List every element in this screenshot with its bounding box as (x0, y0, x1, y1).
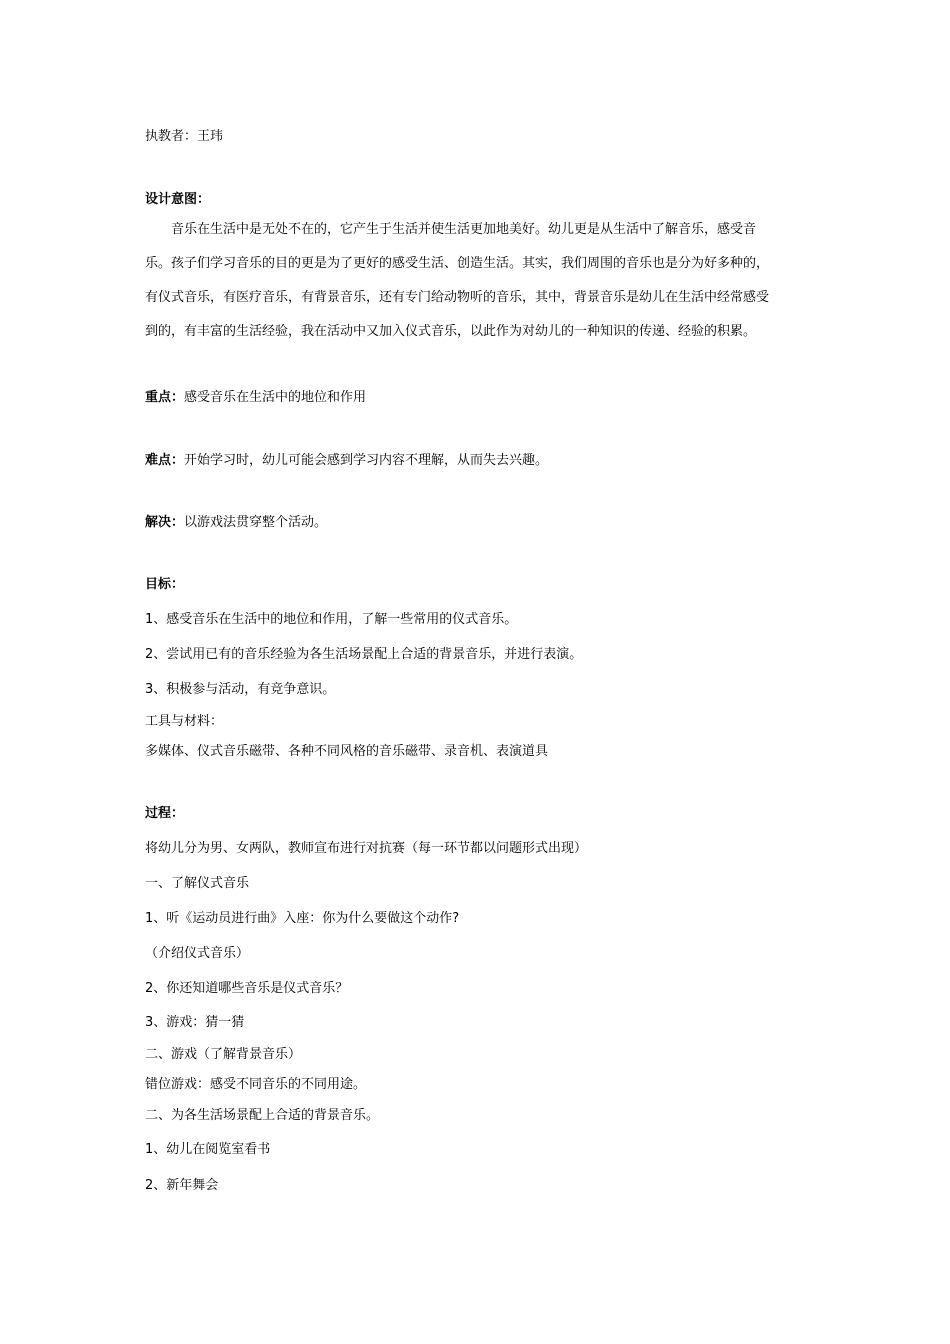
goal-item: 2、尝试用已有的音乐经验为各生活场景配上合适的背景音乐，并进行表演。 (145, 647, 583, 662)
key-point-line (145, 389, 366, 407)
design-heading: 设计意图： (145, 192, 211, 207)
process-line: 2、你还知道哪些音乐是仪式音乐？ (145, 981, 349, 996)
difficulty-label: 难点： (145, 453, 185, 468)
solution-label: 解决： (145, 515, 185, 530)
teacher-line (145, 128, 223, 146)
process-line: 1、听《运动员进行曲》入座：你为什么要做这个动作? (145, 911, 460, 926)
process-line: 一、了解仪式音乐 (145, 876, 250, 891)
materials-heading: 工具与材料： (145, 714, 224, 729)
design-paragraph (145, 213, 810, 349)
goals-heading: 目标： (145, 577, 185, 592)
goal-item: 1、感受音乐在生活中的地位和作用，了解一些常用的仪式音乐。 (145, 612, 518, 627)
process-line: （介绍仪式音乐） (145, 946, 250, 961)
process-heading: 过程： (145, 806, 185, 821)
process-line: 3、游戏：猜一猜 (145, 1015, 245, 1030)
goal-item: 3、积极参与活动，有竞争意识。 (145, 682, 336, 697)
process-line: 将幼儿分为男、女两队，教师宣布进行对抗赛（每一环节都以问题形式出现） (145, 841, 588, 856)
solution-text: 以游戏法贯穿整个活动。 (184, 515, 328, 530)
design-line: 有仪式音乐，有医疗音乐，有背景音乐，还有专门给动物听的音乐，其中，背景音乐是幼儿在生活中经常感受 (145, 290, 770, 305)
design-line: 到的，有丰富的生活经验，我在活动中又加入仪式音乐，以此作为对幼儿的一种知识的传递、经验的积累。 (145, 324, 757, 339)
design-line: 音乐在生活中是无处不在的，它产生于生活并使生活更加地美好。幼儿更是从生活中了解音乐，感受音 (171, 222, 757, 237)
process-line: 二、为各生活场景配上合适的背景音乐。 (145, 1108, 380, 1123)
teacher-name: 王玮 (197, 129, 224, 144)
difficulty-line (145, 452, 548, 470)
process-line: 2、新年舞会 (145, 1178, 219, 1193)
key-point-text: 感受音乐在生活中的地位和作用 (184, 390, 367, 405)
process-line: 二、游戏（了解背景音乐） (145, 1047, 302, 1062)
process-line: 错位游戏：感受不同音乐的不同用途。 (145, 1077, 367, 1092)
solution-line (145, 514, 327, 532)
design-line: 乐。孩子们学习音乐的目的更是为了更好的感受生活、创造生活。其实，我们周围的音乐也是分为好多种的， (145, 256, 770, 271)
teacher-label: 执教者： (145, 129, 198, 144)
key-point-label: 重点： (145, 390, 185, 405)
process-line: 1、幼儿在阅览室看书 (145, 1142, 271, 1157)
difficulty-text: 开始学习时，幼儿可能会感到学习内容不理解，从而失去兴趣。 (184, 453, 549, 468)
materials-text: 多媒体、仪式音乐磁带、各种不同风格的音乐磁带、录音机、表演道具 (145, 744, 549, 759)
